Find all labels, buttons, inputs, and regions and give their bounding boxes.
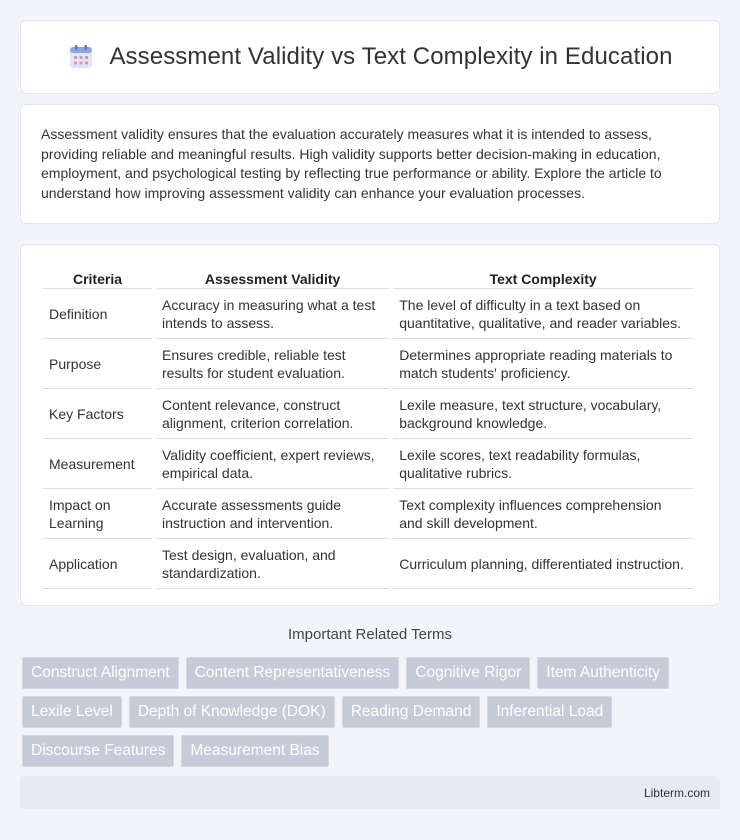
row-complexity: Text complexity influences comprehension and skill development. [393, 489, 693, 539]
intro-card [20, 104, 720, 224]
related-terms-list [22, 657, 722, 767]
row-complexity: Determines appropriate reading materials to match students' proficiency. [393, 339, 693, 389]
term-tag[interactable]: Depth of Knowledge (DOK) [129, 696, 335, 728]
header-assessment-validity: Assessment Validity [156, 267, 389, 289]
row-criteria: Application [43, 539, 152, 589]
table-row [43, 439, 693, 489]
table-row [43, 539, 693, 589]
comparison-card [20, 244, 720, 606]
row-complexity: Curriculum planning, differentiated instruction. [393, 539, 693, 589]
page-title: Assessment Validity vs Text Complexity in Education [109, 43, 673, 70]
term-tag[interactable]: Item Authenticity [537, 657, 669, 689]
row-validity: Accurate assessments guide instruction and intervention. [156, 489, 389, 539]
table-row [43, 389, 693, 439]
row-validity: Content relevance, construct alignment, criterion correlation. [156, 389, 389, 439]
row-criteria: Key Factors [43, 389, 152, 439]
term-tag[interactable]: Construct Alignment [22, 657, 179, 689]
row-complexity: Lexile scores, text readability formulas, qualitative rubrics. [393, 439, 693, 489]
term-tag[interactable]: Content Representativeness [186, 657, 400, 689]
intro-text: Assessment validity ensures that the evaluation accurately measures what it is intended to assess, providing reliable and meaningful results. High validity supports better decision-making in education, employment, and psychological testing by reflecting true performance or ability. Explore the article to understand how improving assessment validity can enhance your evaluation processes. [41, 126, 662, 201]
row-criteria: Impact on Learning [43, 489, 152, 539]
table-row [43, 489, 693, 539]
row-criteria: Definition [43, 289, 152, 339]
table-row [43, 289, 693, 339]
calendar-icon [67, 43, 95, 71]
row-complexity: Lexile measure, text structure, vocabulary, background knowledge. [393, 389, 693, 439]
term-tag[interactable]: Reading Demand [342, 696, 481, 728]
comparison-table [39, 267, 697, 589]
table-row [43, 339, 693, 389]
row-validity: Test design, evaluation, and standardization. [156, 539, 389, 589]
row-validity: Validity coefficient, expert reviews, empirical data. [156, 439, 389, 489]
row-validity: Ensures credible, reliable test results for student evaluation. [156, 339, 389, 389]
header-text-complexity: Text Complexity [393, 267, 693, 289]
title-card [20, 20, 720, 94]
term-tag[interactable]: Discourse Features [22, 735, 174, 767]
related-terms-title: Important Related Terms [288, 626, 452, 643]
footer-link[interactable]: Libterm.com [643, 785, 710, 800]
table-header-row [43, 267, 693, 289]
header-criteria: Criteria [43, 267, 152, 289]
row-criteria: Measurement [43, 439, 152, 489]
term-tag[interactable]: Lexile Level [22, 696, 122, 728]
row-criteria: Purpose [43, 339, 152, 389]
term-tag[interactable]: Inferential Load [487, 696, 612, 728]
term-tag[interactable]: Measurement Bias [181, 735, 328, 767]
row-validity: Accuracy in measuring what a test intends to assess. [156, 289, 389, 339]
row-complexity: The level of difficulty in a text based on quantitative, qualitative, and reader variables. [393, 289, 693, 339]
term-tag[interactable]: Cognitive Rigor [406, 657, 530, 689]
footer [20, 776, 720, 809]
